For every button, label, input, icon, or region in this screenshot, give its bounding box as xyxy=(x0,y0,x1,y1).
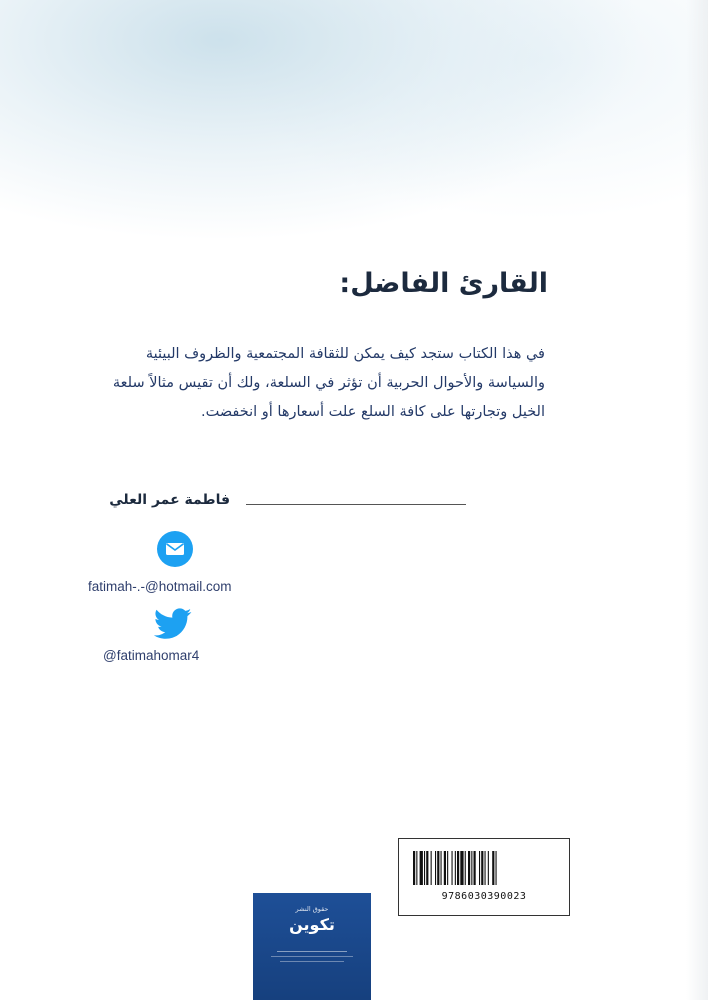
publisher-name: تكوين xyxy=(289,915,335,934)
blurb-paragraph: في هذا الكتاب ستجد كيف يمكن للثقافة المجتمعية والظروف البيئية والسياسة والأحوال الحربية أن تؤثر في السلعة، ولك أن تقيس مثالاً سلعة الخيل وتجارتها على كافة السلع علت أسعارها أو انخفضت. xyxy=(112,346,545,420)
page-title: القارئ الفاضل: xyxy=(339,268,548,299)
publisher-subtext xyxy=(253,951,371,962)
email-icon xyxy=(157,531,193,567)
twitter-handle[interactable]: @fatimahomar4 xyxy=(103,648,200,663)
twitter-icon xyxy=(154,608,192,640)
author-name: فاطمة عمر العلي xyxy=(109,492,230,508)
page-edge-shadow xyxy=(686,0,708,1000)
barcode xyxy=(398,838,570,916)
email-address[interactable]: fatimah-.-@hotmail.com xyxy=(88,579,232,594)
barcode-number: 9786030390023 xyxy=(441,891,527,902)
publisher-top-text: حقوق النشر xyxy=(295,905,329,913)
publisher-logo xyxy=(253,893,371,1000)
barcode-bars xyxy=(413,851,557,885)
author-divider xyxy=(246,504,466,505)
